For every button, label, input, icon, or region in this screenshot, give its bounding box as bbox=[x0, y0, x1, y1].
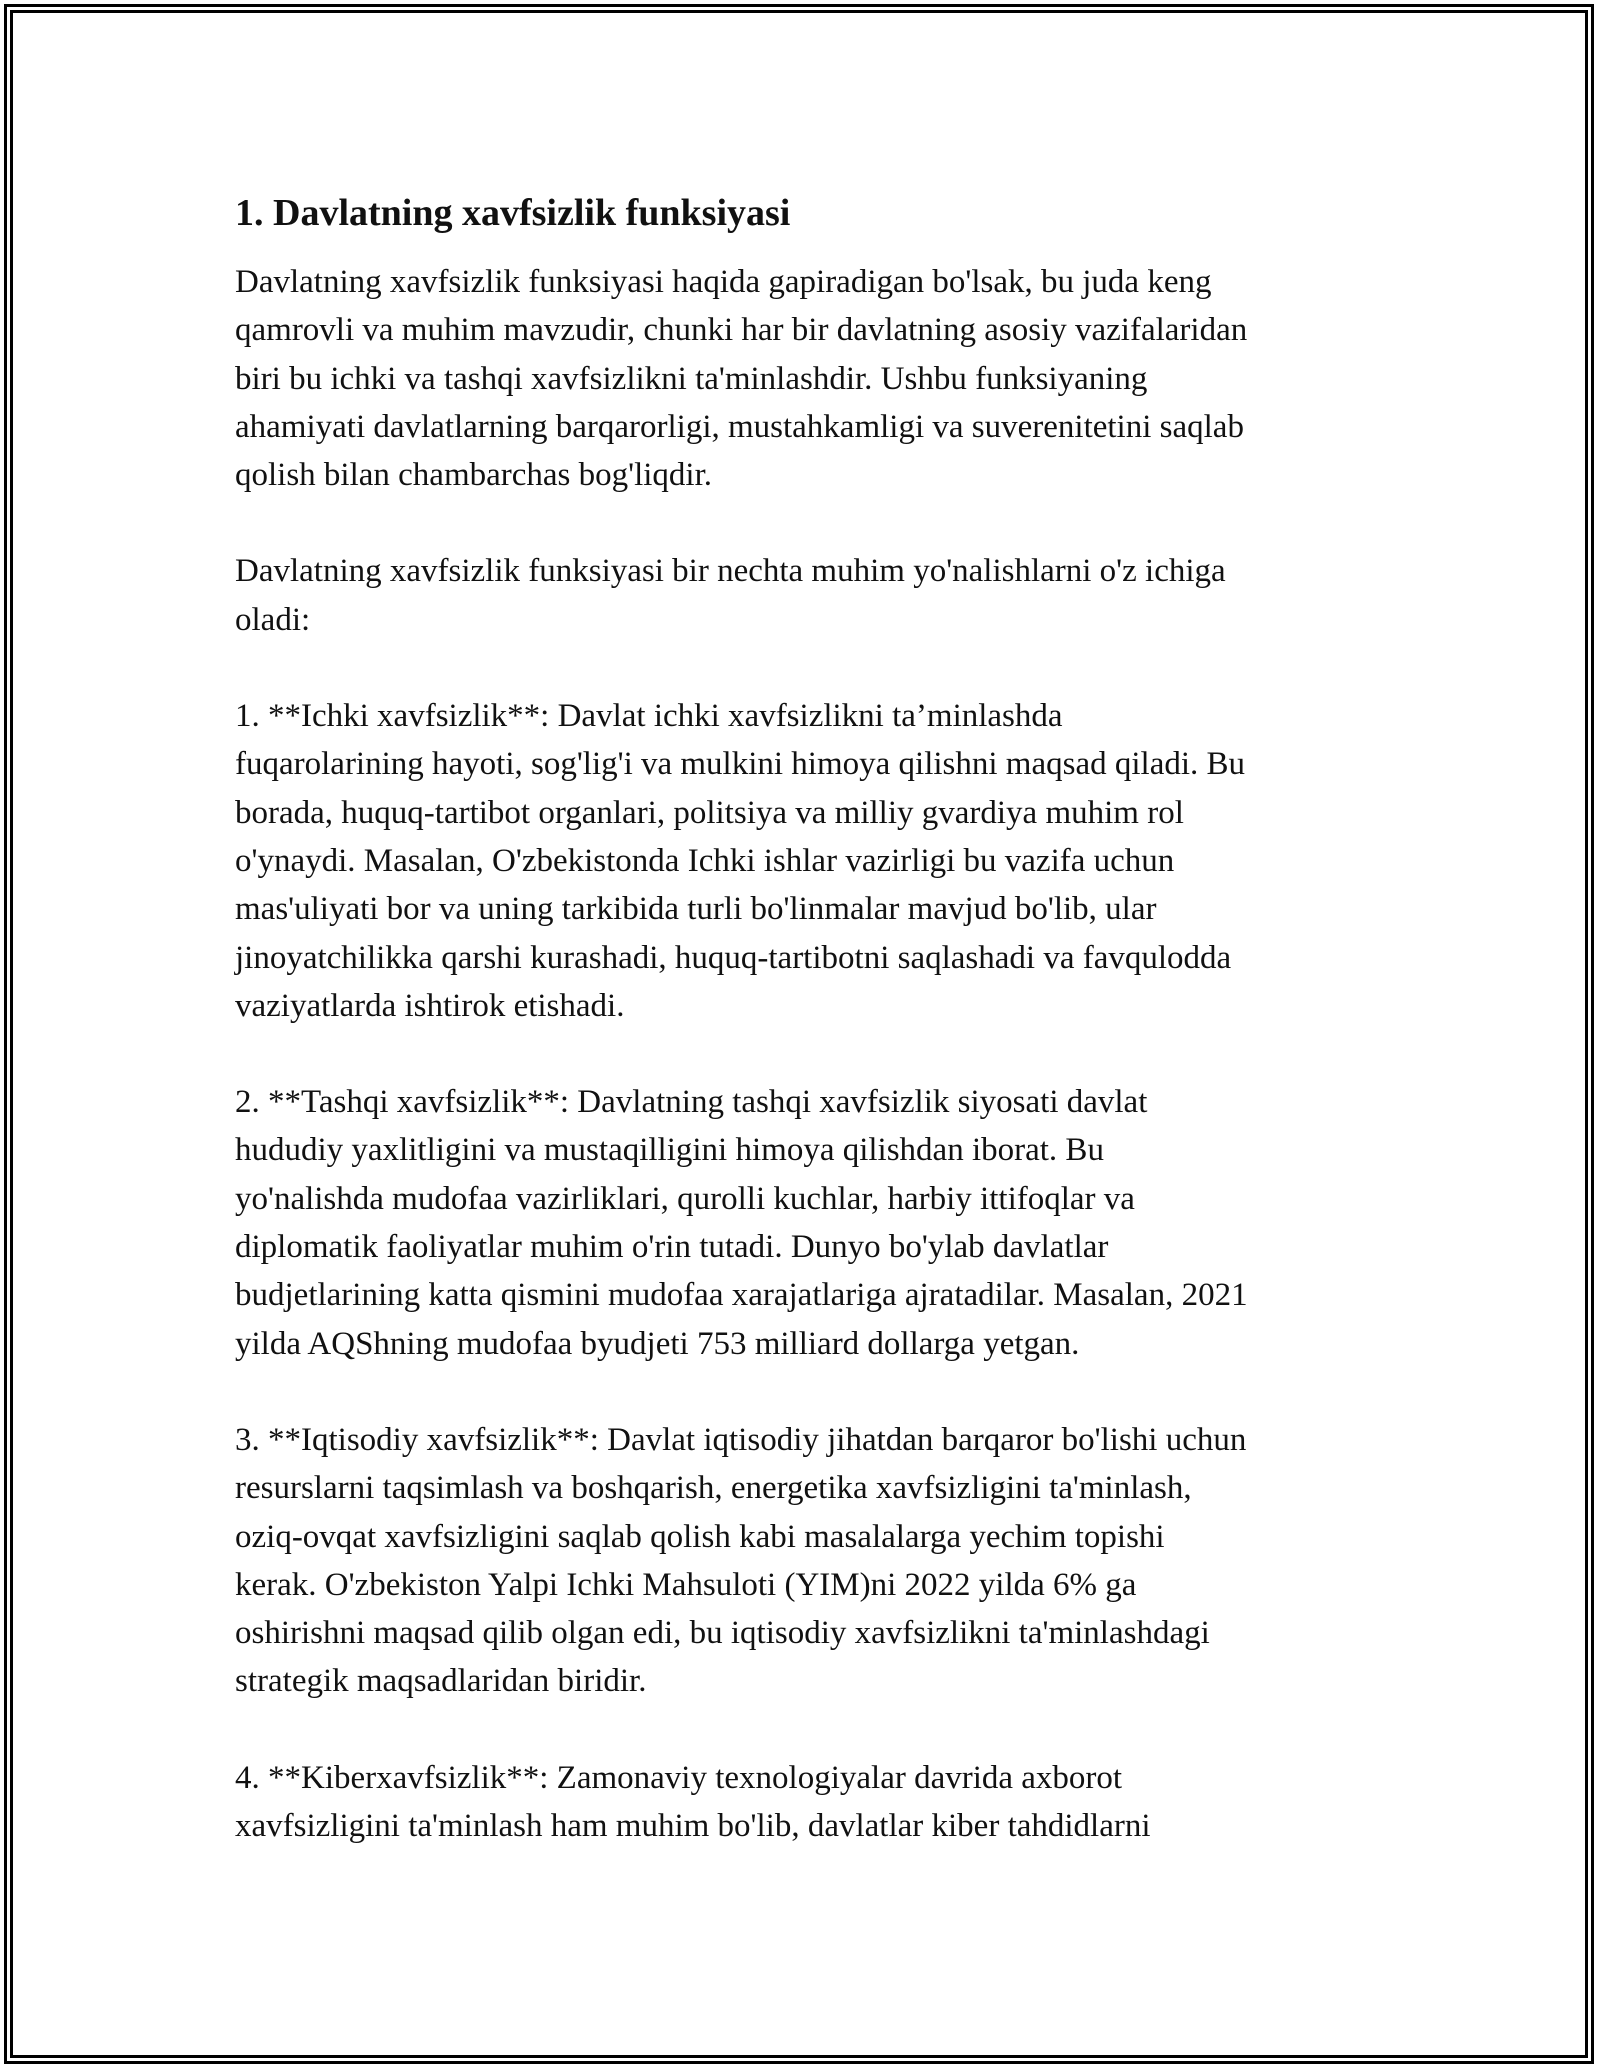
section-heading: 1. Davlatning xavfsizlik funksiyasi bbox=[235, 192, 791, 234]
economic-security-paragraph: 3. **Iqtisodiy xavfsizlik**: Davlat iqtisodiy jihatdan barqaror bo'lishi uchun resurslarni taqsimlash va boshqarish, energetika xavfsizligini ta'minlash, oziq-ovqat xavfsizligini saqlab qolish kabi masalalarga yechim topishi kerak. O'zbekiston Yalpi Ichki Mahsuloti (YIM)ni 2022 yilda 6% ga oshirishni maqsad qilib olgan edi, bu iqtisodiy xavfsizlikni ta'minlashdagi strategik maqsadlaridan biridir. bbox=[235, 1421, 1247, 1700]
external-security-paragraph: 2. **Tashqi xavfsizlik**: Davlatning tashqi xavfsizlik siyosati davlat hududiy yaxlitligini va mustaqilligini himoya qilishdan iborat. Bu yo'nalishda mudofaa vazirliklari, qurolli kuchlar, harbiy ittifoqlar va diplomatik faoliyatlar muhim o'rin tutadi. Dunyo bo'ylab davlatlar budjetlarining katta qismini mudofaa xarajatlariga ajratadilar. Masalan, 2021 yilda AQShning mudofaa byudjeti 753 milliard dollarga yetgan. bbox=[235, 1084, 1248, 1362]
internal-security-paragraph: 1. **Ichki xavfsizlik**: Davlat ichki xavfsizlikni ta’minlashda fuqarolarining hayoti, sog'lig'i va mulkini himoya qilishni maqsad qiladi. Bu borada, huquq-tartibot organlari, politsiya va milliy gvardiya muhim rol o'ynaydi. Masalan, O'zbekistonda Ichki ishlar vazirligi bu vazifa uchun mas'uliyati bor va uning tarkibida turli bo'linmalar mavjud bo'lib, ular jinoyatchilikka qarshi kurashadi, huquq-tartibotni saqlashadi va favqulodda vaziyatlarda ishtirok etishadi. bbox=[235, 698, 1246, 1024]
directions-intro-paragraph: Davlatning xavfsizlik funksiyasi bir nechta muhim yo'nalishlarni o'z ichiga oladi: bbox=[235, 553, 1226, 638]
cybersecurity-paragraph: 4. **Kiberxavfsizlik**: Zamonaviy texnologiyalar davrida axborot xavfsizligini ta'minlash ham muhim bo'lib, davlatlar kiber tahdidlarni bbox=[235, 1759, 1151, 1845]
intro-paragraph: Davlatning xavfsizlik funksiyasi haqida gapiradigan bo'lsak, bu juda keng qamrovli va muhim mavzudir, chunki har bir davlatning asosiy vazifalaridan biri bu ichki va tashqi xavfsizlikni ta'minlashdir. Ushbu funksiyaning ahamiyati davlatlarning barqarorligi, mustahkamligi va suverenitetini saqlab qolish bilan chambarchas bog'liqdir. bbox=[235, 264, 1248, 494]
document-body bbox=[235, 188, 1370, 1850]
